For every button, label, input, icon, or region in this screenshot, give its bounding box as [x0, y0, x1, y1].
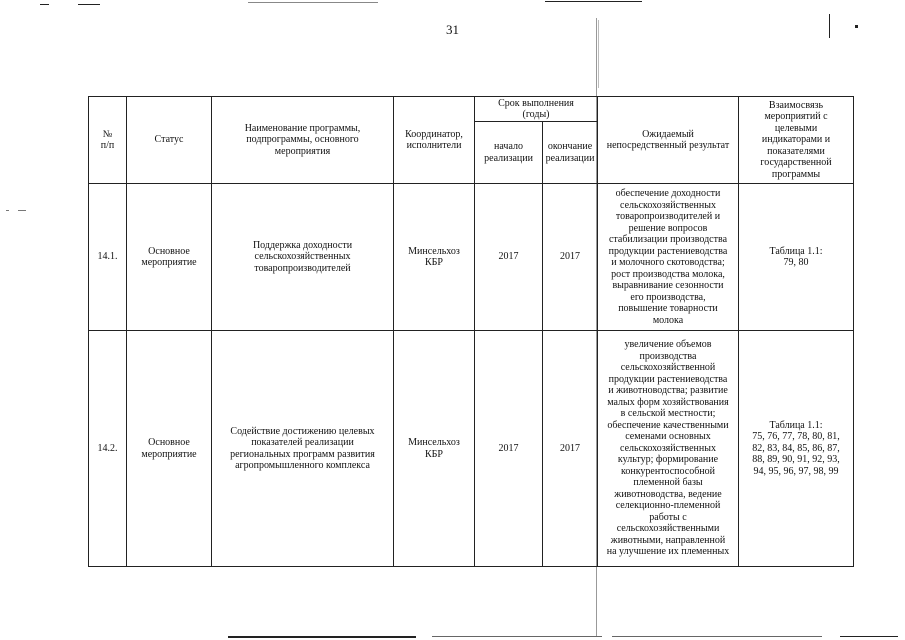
page-number: 31 — [446, 22, 459, 37]
header-term: Срок выполнения (годы) — [475, 97, 598, 122]
table-header-row — [89, 97, 854, 122]
scan-mark — [18, 210, 26, 211]
row-name: Содействие достижению целевых показателей реализации региональных программ развития агропромышленного комплекса — [212, 331, 394, 567]
row-coordinator: Минсельхоз КБР — [394, 331, 475, 567]
header-start: начало реализации — [475, 122, 543, 184]
row-coordinator: Минсельхоз КБР — [394, 184, 475, 331]
header-coordinator: Координатор, исполнители — [394, 97, 475, 184]
scan-mark — [6, 210, 9, 211]
header-num: № п/п — [89, 97, 127, 184]
scan-mark — [840, 636, 898, 637]
scan-mark — [228, 636, 416, 638]
row-status: Основное мероприятие — [127, 331, 212, 567]
scan-mark — [432, 636, 602, 637]
header-relation: Взаимосвязь мероприятий с целевыми индикаторами и показателями государственной программы — [739, 97, 854, 184]
scan-mark — [40, 4, 49, 5]
scan-mark — [78, 4, 100, 5]
row-result: увеличение объемов производства сельскохозяйственной продукции растениеводства и животноводства; развитие малых форм хозяйствования в сельской местности; обеспечение качественными семенами основных сельскохозяйственных культур; формирование конкурентоспособной племенной базы животноводства, ведение селекционно-племенной работы с сельскохозяйственными животными, направленной на улучшение их племенных — [598, 331, 739, 567]
header-status: Статус — [127, 97, 212, 184]
row-num: 14.2. — [89, 331, 127, 567]
row-end: 2017 — [543, 184, 598, 331]
row-relation: Таблица 1.1: 75, 76, 77, 78, 80, 81, 82, 83, 84, 85, 86, 87, 88, 89, 90, 91, 92, 93, 94, 95, 96, 97, 98, 99 — [739, 331, 854, 567]
row-result: обеспечение доходности сельскохозяйственных товаропроизводителей и решение вопросов стабилизации производства продукции растениеводства и молочного скотоводства; рост производства молока, выравнивание сезонности его производства, повышение товарности молока — [598, 184, 739, 331]
row-end: 2017 — [543, 331, 598, 567]
scan-mark — [612, 636, 822, 637]
table-row — [89, 184, 854, 331]
program-table — [88, 96, 854, 567]
row-start: 2017 — [475, 331, 543, 567]
row-status: Основное мероприятие — [127, 184, 212, 331]
row-name: Поддержка доходности сельскохозяйственных товаропроизводителей — [212, 184, 394, 331]
row-start: 2017 — [475, 184, 543, 331]
row-relation: Таблица 1.1: 79, 80 — [739, 184, 854, 331]
header-result: Ожидаемый непосредственный результат — [598, 97, 739, 184]
header-end: окончание реализации — [543, 122, 598, 184]
row-num: 14.1. — [89, 184, 127, 331]
scan-mark — [248, 2, 378, 3]
header-name: Наименование программы, подпрограммы, основного мероприятия — [212, 97, 394, 184]
table-row — [89, 331, 854, 567]
scan-mark — [545, 1, 642, 2]
